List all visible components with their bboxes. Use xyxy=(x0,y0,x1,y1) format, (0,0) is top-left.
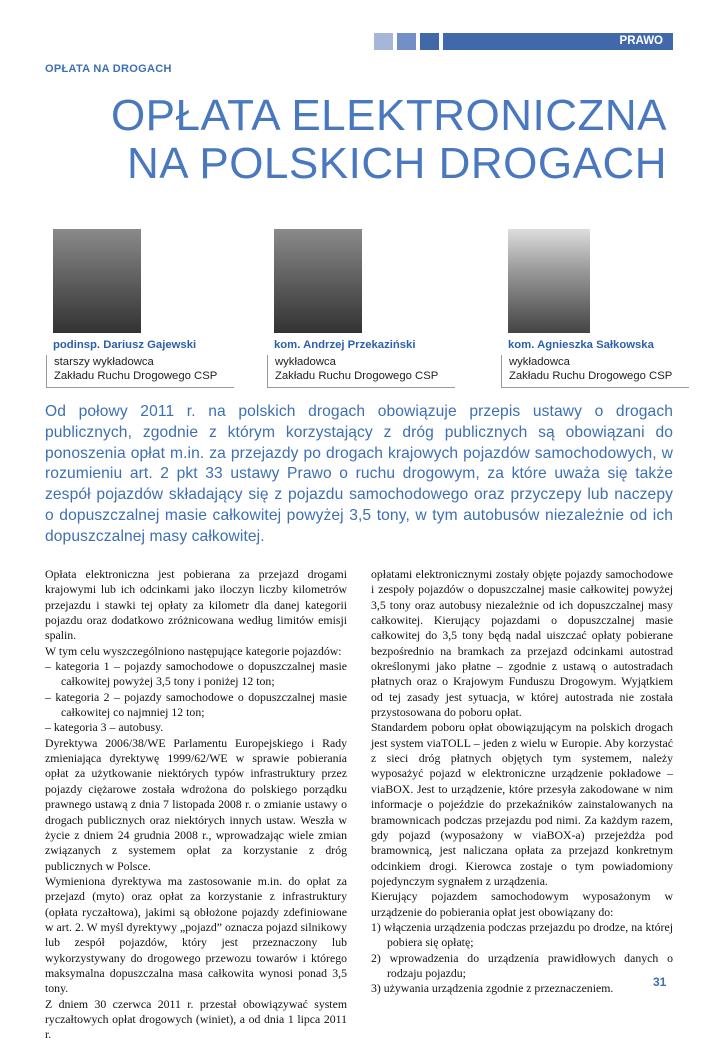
author-unit: Zakładu Ruchu Drogowego CSP xyxy=(509,370,673,382)
lead-paragraph: Od połowy 2011 r. na polskich drogach obowiązuje przepis ustawy o drogach publicznych, zgodnie z którym korzystający z dróg publicznych są obowiązani do ponoszenia opłat m.in. za przejazdy po drogach krajowych pojazdów samochodowych, w rozumieniu art. 2 pkt 33 ustawy Prawo o ruchu drogowym, za które uważa się także zespół pojazdów składający się z pojazdu samochodowego oraz przyczepy lub naczepy o dopuszczalnej masie całkowitej powyżej 3,5 tony, w tym autobusów niezależnie od ich dopuszczalnej masy całkowitej. xyxy=(45,403,673,545)
author-card xyxy=(508,338,689,388)
paragraph: Z dniem 30 czerwca 2011 r. przestał obowiązywać system ryczałtowych opłat drogowych (winiet), a od dnia 1 lipca 2011 r. xyxy=(45,996,347,1042)
page-number: 31 xyxy=(653,975,667,989)
author-card xyxy=(53,338,234,388)
paragraph: Kierujący pojazdem samochodowym wyposażonym w urządzenie do pobierania opłat jest obowiązany do: xyxy=(371,889,673,919)
list-item: 3) używania urządzenia zgodnie z przeznaczeniem. xyxy=(371,981,614,996)
author-photo xyxy=(274,229,362,333)
section-tag: PRAWO xyxy=(443,33,673,50)
paragraph: opłatami elektronicznymi zostały objęte pojazdy samochodowe i zespoły pojazdów o dopuszczalnej masie całkowitej powyżej 3,5 tony oraz autobusy niezależnie od ich dopuszczalnej masy całkowitej. Kierujący pojazdami o dopuszczalnej masie całkowitej do 3,5 tony będą nadal uiszczać opłaty pobierane bezpośrednio na bramkach za przejazd odcinkami autostrad określonymi jako płatne – zgodnie z ustawą o autostradach płatnych oraz o Krajowym Funduszu Drogowym. Wyjątkiem od tej zasady jest sytuacja, w której autostrada nie została przystosowana do poboru opłat. xyxy=(371,567,673,720)
header-square-light xyxy=(374,33,393,50)
body-column-2 xyxy=(371,567,673,997)
paragraph: Standardem poboru opłat obowiązującym na polskich drogach jest system viaTOLL – jeden z wielu w Europie. Aby korzystać z sieci dróg płatnych objętych tym systemem, należy wyposażyć pojazd w elektroniczne urządzenie pokładowe – viaBOX. Jest to urządzenie, które przesyła zakodowane w nim informacje o pojeździe do przekaźników zainstalowanych na bramownicach podczas przejazdu pod nimi. Za każdym razem, gdy pojazd (wyposażony w viaBOX-a) przejeżdża pod bramownicą, jest naliczana opłata za przejazd konkretnym odcinkiem drogi. Kierowca zostaje o tym powiadomiony pojedynczym sygnałem z urządzenia. xyxy=(371,720,673,888)
list-item: – kategoria 3 – autobusy. xyxy=(45,720,164,735)
title-line-2: NA POLSKICH DROGACH xyxy=(126,139,667,188)
paragraph: Opłata elektroniczna jest pobierana za przejazd drogami krajowymi lub ich odcinkami jako iloczyn liczby kilometrów przejazdu i stawki tej opłaty za kilometr dla danej kategorii pojazdu oraz dodatkowo zróżnicowana według limitów emisji spalin. xyxy=(45,567,347,643)
list-item: – kategoria 1 – pojazdy samochodowe o dopuszczalnej masie całkowitej powyżej 3,5 tony i poniżej 12 ton; xyxy=(45,659,347,689)
author-role: starszy wykładowca xyxy=(54,356,154,368)
list-item: 2) wprowadzenia do urządzenia prawidłowych danych o rodzaju pojazdu; xyxy=(371,950,673,980)
title-line-1: OPŁATA ELEKTRONICZNA xyxy=(110,91,667,140)
author-photo xyxy=(53,229,141,333)
list-item: 1) włączenia urządzenia podczas przejazdu po drodze, na której pobiera się opłatę; xyxy=(371,919,673,950)
author-unit: Zakładu Ruchu Drogowego CSP xyxy=(54,370,218,382)
author-unit: Zakładu Ruchu Drogowego CSP xyxy=(275,370,439,382)
paragraph: Wymieniona dyrektywa ma zastosowanie m.in. do opłat za przejazd (myto) oraz opłat za korzystanie z infrastruktury (opłata ryczałtowa), jakimi są obłożone pojazdy zdefiniowane w art. 2. W myśl dyrektywy „pojazd” oznacza pojazd silnikowy lub zespół pojazdów, który jest przeznaczony lub wykorzystywany do drogowego przewozu towarów i którego maksymalna dopuszczalna masa całkowita wynosi ponad 3,5 tony. xyxy=(45,873,347,996)
kicker: OPŁATA NA DROGACH xyxy=(45,63,172,75)
header-square-mid xyxy=(397,33,416,50)
paragraph: W tym celu wyszczególniono następujące kategorie pojazdów: xyxy=(45,643,342,658)
author-card xyxy=(274,338,455,388)
header-square-dark xyxy=(420,33,439,50)
author-photo xyxy=(508,229,590,333)
body-column-1 xyxy=(45,567,347,1043)
author-role: wykładowca xyxy=(275,356,336,368)
paragraph: Dyrektywa 2006/38/WE Parlamentu Europejskiego i Rady zmieniająca dyrektywę 1999/62/WE w sprawie pobierania opłat za użytkowanie niektórych typów infrastruktury przez pojazdy ciężarowe została wdrożona do polskiego porządku prawnego ustawą z dnia 7 listopada 2008 r. o zmianie ustawy o drogach publicznych oraz niektórych innych ustaw. Weszła w życie z dniem 24 grudnia 2008 r., wprowadzając wiele zmian związanych z systemem opłat za korzystanie z dróg publicznych w Polsce. xyxy=(45,735,347,873)
author-name: kom. Agnieszka Sałkowska xyxy=(508,339,654,351)
author-name: podinsp. Dariusz Gajewski xyxy=(53,339,197,351)
author-name: kom. Andrzej Przekaziński xyxy=(274,339,416,351)
author-role: wykładowca xyxy=(509,356,570,368)
list-item: – kategoria 2 – pojazdy samochodowe o dopuszczalnej masie całkowitej co najmniej 12 ton; xyxy=(45,689,347,720)
article-title xyxy=(111,92,667,188)
